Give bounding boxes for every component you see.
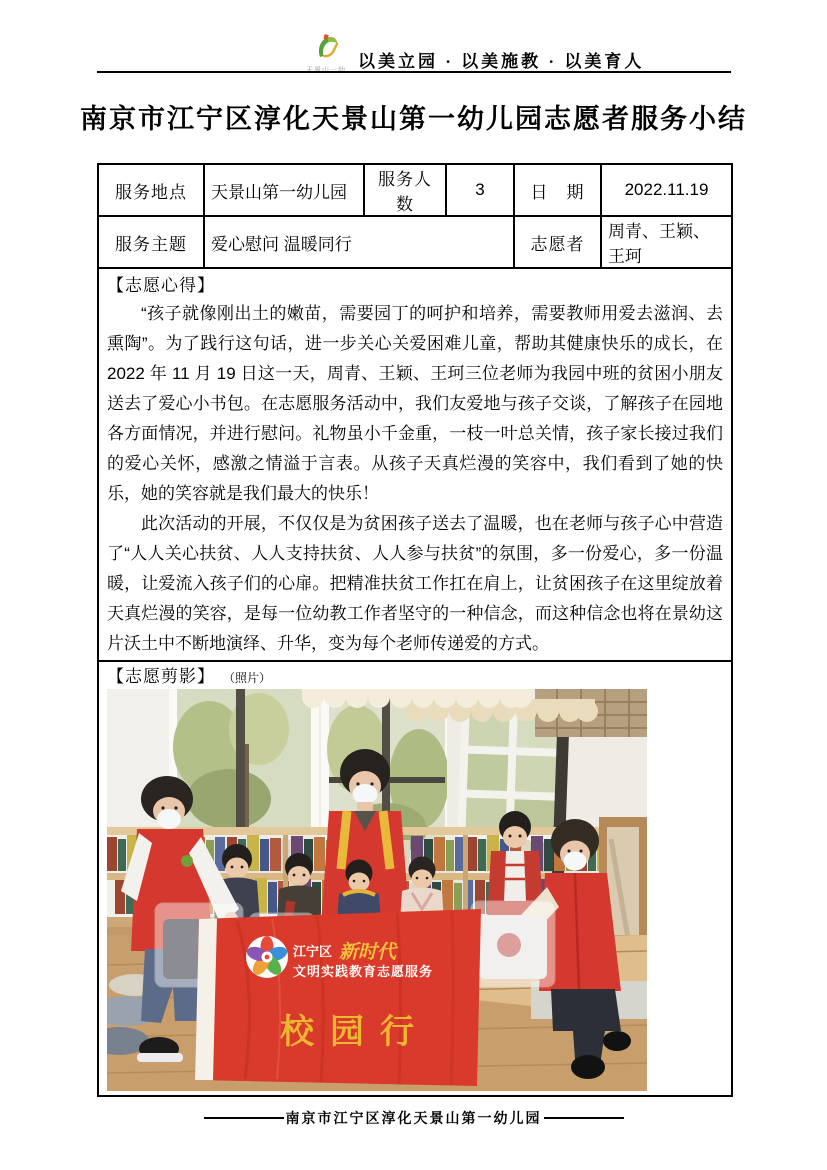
banner-service-text: 文明实践教育志愿服务 (293, 964, 434, 979)
footer-right-rule (544, 1117, 624, 1119)
date-value: 2022.11.19 (601, 164, 732, 216)
volunteers-value: 周青、王颖、王珂 (601, 216, 732, 268)
volunteer-photo (107, 689, 647, 1091)
document-footer (0, 1108, 827, 1128)
banner-campaign-text: 校园行 (280, 1013, 430, 1051)
service-count-value: 3 (446, 164, 514, 216)
photo-section-heading: 【志愿剪影】 (107, 667, 215, 686)
table-row (98, 268, 732, 661)
table-row (98, 216, 732, 268)
info-table (97, 163, 733, 1097)
volunteers-label: 志愿者 (514, 216, 601, 268)
banner-era-text: 新时代 (339, 942, 397, 963)
footer-school-name: 南京市江宁区淳化天景山第一幼儿园 (285, 1112, 542, 1127)
school-logo (298, 34, 354, 75)
volunteer-banner (195, 909, 481, 1086)
reflection-paragraph-1: “孩子就像刚出土的嫩苗，需要园丁的呵护和培养，需要教师用爱去滋润、去熏陶”。为了践行这句话，进一步关心关爱困难儿童，帮助其健康快乐的成长，在 2022 年 11 月 19 日这一天，周青、王颖、王珂三位老师为我园中班的贫困小朋友送去了爱心小书包。在志愿服务活动中，我们友爱地与孩子交谈，了解孩子在园地各方面情况，并进行慰问。礼物虽小千金重，一枝一叶总关情，孩子家长接过我们的爱心关怀，感激之情溢于言表。从孩子天真烂漫的笑容中，我们看到了她的快乐，她的笑容就是我们最大的快乐！ (107, 304, 723, 503)
service-count-label: 服务人数 (364, 164, 446, 216)
banner-region-text: 江宁区 (293, 944, 333, 959)
service-theme-label: 服务主题 (98, 216, 204, 268)
footer-left-rule (204, 1117, 284, 1119)
service-theme-value: 爱心慰问 温暖同行 (204, 216, 514, 268)
reflection-section (98, 268, 732, 661)
reflection-body (107, 299, 723, 656)
header-slogan: 以美立园 · 以美施教 · 以美育人 (358, 52, 645, 71)
service-location-label: 服务地点 (98, 164, 204, 216)
table-row (98, 661, 732, 1096)
logo-caption (298, 65, 354, 75)
reflection-heading: 【志愿心得】 (107, 276, 215, 295)
volunteer-photo-scene (107, 689, 647, 1091)
header-divider (97, 71, 731, 73)
table-row (98, 164, 732, 216)
photo-note: （照片） (223, 671, 272, 685)
page-title: 南京市江宁区淳化天景山第一幼儿园志愿者服务小结 (80, 104, 747, 134)
reflection-paragraph-2: 此次活动的开展，不仅仅是为贫困孩子送去了温暖，也在老师与孩子心中营造了“人人关心扶贫、人人支持扶贫、人人参与扶贫”的氛围，多一份爱心，多一份温暖，让爱流入孩子们的心扉。把精准扶贫工作扛在肩上，让贫困孩子在这里绽放着天真烂漫的笑容，是每一位幼教工作者坚守的一种信念，而这种信念也将在景幼这片沃土中不断地演绎、升华，变为每个老师传递爱的方式。 (107, 514, 723, 653)
kindergarten-logo-icon (311, 34, 341, 60)
date-label: 日 期 (514, 164, 601, 216)
photo-section (98, 661, 732, 1096)
service-location-value: 天景山第一幼儿园 (204, 164, 364, 216)
window-left (169, 689, 319, 835)
